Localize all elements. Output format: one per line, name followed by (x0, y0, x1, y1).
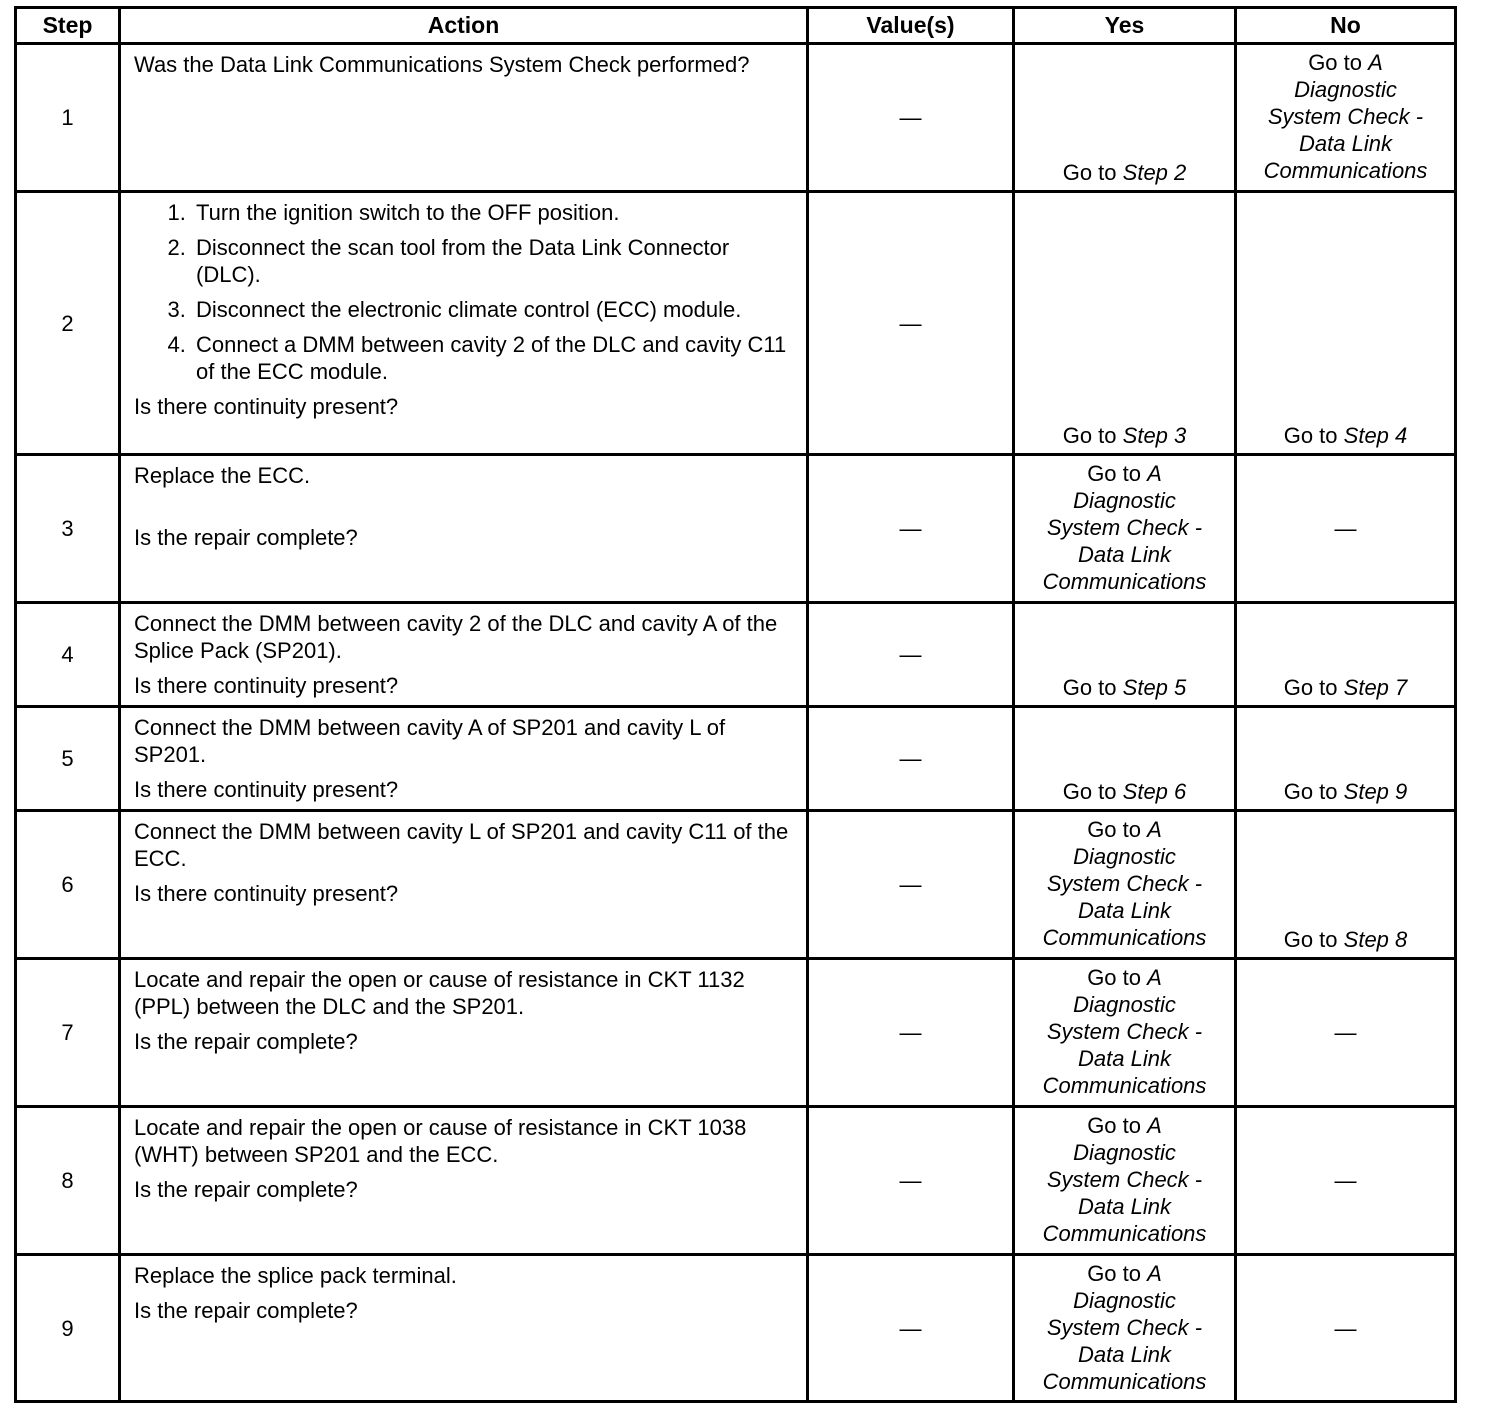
action-text: Is the repair complete? (134, 525, 358, 550)
diag-line: Data Link (1078, 542, 1171, 567)
action-cell (120, 603, 808, 707)
diag-line: System Check - (1046, 1167, 1203, 1192)
diag-line: Communications (1042, 1073, 1207, 1098)
goto-label: Go to (1308, 50, 1362, 75)
action-text: Is the repair complete? (134, 1298, 358, 1323)
step-number: 1 (16, 44, 120, 192)
goto-label: Go to (1087, 965, 1141, 990)
yes-cell (1014, 192, 1236, 455)
diag-line: System Check - (1046, 1315, 1203, 1340)
diag-a: A (1147, 461, 1162, 486)
action-text: Replace the splice pack terminal. (134, 1263, 457, 1288)
diag-line: Diagnostic (1073, 844, 1176, 869)
yes-cell (1014, 1107, 1236, 1255)
goto-label: Go to (1283, 423, 1338, 448)
action-cell (120, 1255, 808, 1402)
step-number: 8 (16, 1107, 120, 1255)
table-row (16, 44, 1456, 192)
step-number: 9 (16, 1255, 120, 1402)
diag-line: Data Link (1078, 898, 1171, 923)
step-number: 6 (16, 811, 120, 959)
list-item: 4. Connect a DMM between cavity 2 of the DLC and cavity C11 of the ECC module. (192, 331, 798, 385)
list-item: 3. Disconnect the electronic climate control (ECC) module. (192, 296, 798, 323)
yes-cell (1014, 455, 1236, 603)
diag-a: A (1147, 817, 1162, 842)
action-text: Replace the ECC. (134, 463, 311, 488)
step-ref: Step 5 (1122, 675, 1187, 700)
header-row (16, 8, 1456, 44)
action-text: Is there continuity present? (134, 673, 399, 698)
diag-line: Data Link (1078, 1342, 1171, 1367)
action-text: Locate and repair the open or cause of resistance in CKT 1038 (WHT) between SP201 and the ECC. (134, 1115, 747, 1167)
step-ref: Step 6 (1122, 779, 1187, 804)
yes-cell (1014, 811, 1236, 959)
no-cell: — (1236, 1255, 1456, 1402)
header-values: Value(s) (808, 8, 1014, 44)
diag-line: System Check - (1046, 871, 1203, 896)
action-cell (120, 455, 808, 603)
diag-a: A (1368, 50, 1383, 75)
header-action: Action (120, 8, 808, 44)
value-cell: — (808, 707, 1014, 811)
step-ref: Step 7 (1343, 675, 1408, 700)
goto-label: Go to (1283, 675, 1338, 700)
step-number: 4 (16, 603, 120, 707)
list-item: 2. Disconnect the scan tool from the Data Link Connector (DLC). (192, 234, 798, 288)
step-ref: Step 3 (1122, 423, 1187, 448)
diag-a: A (1147, 1261, 1162, 1286)
action-cell (120, 44, 808, 192)
action-text: Is there continuity present? (134, 777, 399, 802)
list-item: 1. Turn the ignition switch to the OFF position. (192, 199, 798, 226)
table-row (16, 959, 1456, 1107)
action-text: Connect the DMM between cavity 2 of the DLC and cavity A of the Splice Pack (SP201). (134, 611, 778, 663)
table-row (16, 192, 1456, 455)
diag-line: System Check - (1046, 1019, 1203, 1044)
goto-label: Go to (1087, 1113, 1141, 1138)
yes-cell (1014, 959, 1236, 1107)
step-ref: Step 9 (1343, 779, 1408, 804)
diag-line: Data Link (1078, 1046, 1171, 1071)
step-number: 2 (16, 192, 120, 455)
no-cell (1236, 44, 1456, 192)
diag-line: Communications (1042, 1369, 1207, 1394)
step-ref: Step 2 (1122, 160, 1187, 185)
no-cell (1236, 811, 1456, 959)
action-cell (120, 707, 808, 811)
yes-cell (1014, 44, 1236, 192)
diag-line: Communications (1042, 1221, 1207, 1246)
goto-label: Go to (1087, 817, 1141, 842)
value-cell: — (808, 811, 1014, 959)
diag-line: Diagnostic (1073, 992, 1176, 1017)
diag-line: Communications (1263, 158, 1428, 183)
yes-cell (1014, 1255, 1236, 1402)
table-row (16, 603, 1456, 707)
value-cell: — (808, 959, 1014, 1107)
no-cell: — (1236, 1107, 1456, 1255)
goto-label: Go to (1087, 1261, 1141, 1286)
value-cell: — (808, 603, 1014, 707)
value-cell: — (808, 455, 1014, 603)
diag-line: Diagnostic (1073, 1140, 1176, 1165)
step-number: 3 (16, 455, 120, 603)
value-cell: — (808, 1107, 1014, 1255)
action-text: Is there continuity present? (134, 881, 399, 906)
table-row (16, 1107, 1456, 1255)
header-yes: Yes (1014, 8, 1236, 44)
yes-cell (1014, 603, 1236, 707)
diag-line: Diagnostic (1294, 77, 1397, 102)
goto-label: Go to (1062, 675, 1117, 700)
no-cell (1236, 192, 1456, 455)
no-cell: — (1236, 455, 1456, 603)
no-cell (1236, 603, 1456, 707)
action-text: Connect the DMM between cavity L of SP201 and cavity C11 of the ECC. (134, 819, 789, 871)
value-cell: — (808, 1255, 1014, 1402)
table-row (16, 455, 1456, 603)
yes-cell (1014, 707, 1236, 811)
header-step: Step (16, 8, 120, 44)
diag-line: System Check - (1267, 104, 1424, 129)
goto-label: Go to (1062, 160, 1117, 185)
diag-line: Communications (1042, 569, 1207, 594)
diag-a: A (1147, 965, 1162, 990)
diag-line: System Check - (1046, 515, 1203, 540)
diag-line: Diagnostic (1073, 1288, 1176, 1313)
step-number: 5 (16, 707, 120, 811)
step-number: 7 (16, 959, 120, 1107)
value-cell: — (808, 192, 1014, 455)
action-text: Was the Data Link Communications System Check performed? (134, 52, 750, 77)
table-row (16, 707, 1456, 811)
table-row (16, 811, 1456, 959)
goto-label: Go to (1062, 423, 1117, 448)
diag-line: Communications (1042, 925, 1207, 950)
goto-label: Go to (1283, 779, 1338, 804)
procedure-list (134, 199, 798, 385)
action-text: Is the repair complete? (134, 1029, 358, 1054)
table-row (16, 1255, 1456, 1402)
value-cell: — (808, 44, 1014, 192)
no-cell (1236, 707, 1456, 811)
diag-line: Data Link (1299, 131, 1392, 156)
step-ref: Step 8 (1343, 927, 1408, 952)
action-cell (120, 1107, 808, 1255)
diag-line: Diagnostic (1073, 488, 1176, 513)
action-text: Locate and repair the open or cause of resistance in CKT 1132 (PPL) between the DLC and the SP201. (134, 967, 745, 1019)
action-cell (120, 192, 808, 455)
action-cell (120, 959, 808, 1107)
header-no: No (1236, 8, 1456, 44)
no-cell: — (1236, 959, 1456, 1107)
diag-line: Data Link (1078, 1194, 1171, 1219)
goto-label: Go to (1087, 461, 1141, 486)
action-text: Is there continuity present? (134, 394, 399, 419)
goto-label: Go to (1283, 927, 1338, 952)
action-cell (120, 811, 808, 959)
goto-label: Go to (1062, 779, 1117, 804)
step-ref: Step 4 (1343, 423, 1408, 448)
diagnostic-table (14, 6, 1457, 1403)
action-text: Connect the DMM between cavity A of SP201 and cavity L of SP201. (134, 715, 726, 767)
diag-a: A (1147, 1113, 1162, 1138)
action-text: Is the repair complete? (134, 1177, 358, 1202)
